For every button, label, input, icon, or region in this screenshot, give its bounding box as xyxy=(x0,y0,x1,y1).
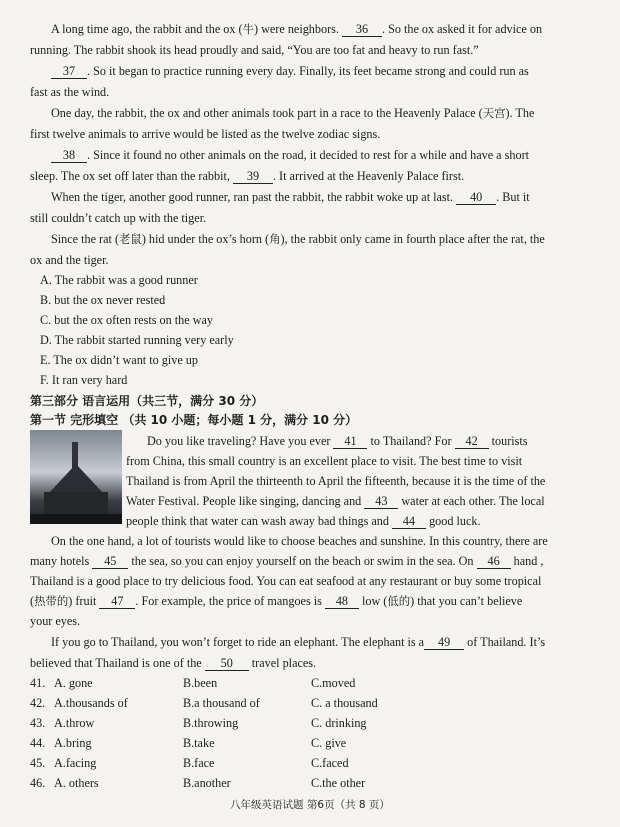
p2-line5: people think that water can wash away bad things and 44 good luck. xyxy=(126,514,481,528)
choice-b[interactable]: B.face xyxy=(183,756,215,770)
choice-a[interactable]: A.thousands of xyxy=(54,696,128,710)
choice-b[interactable]: B.another xyxy=(183,776,231,790)
p1-line11: Since the rat (老鼠) hid under the ox’s horn (角), the rabbit only came in fourth place after the rat, the xyxy=(51,232,545,246)
blank-43[interactable]: 43 xyxy=(364,495,398,509)
choice-b[interactable]: B.throwing xyxy=(183,716,239,730)
p2-line3: Thailand is from April the thirteenth to April the fifteenth, because it is the time of the xyxy=(126,474,546,488)
p1-line1: A long time ago, the rabbit and the ox (牛) were neighbors. 36 . So the ox asked it for advice on xyxy=(51,22,543,36)
blank-37[interactable]: 37 xyxy=(51,65,87,79)
p1-line6: first twelve animals to arrive would be listed as the twelve zodiac signs. xyxy=(30,127,381,141)
option-c[interactable]: C. but the ox often rests on the way xyxy=(40,313,213,327)
question-number: 42. xyxy=(30,696,46,710)
p2-line6: On the one hand, a lot of tourists would like to choose beaches and sunshine. In this country, there are xyxy=(51,534,548,548)
option-b[interactable]: B. but the ox never rested xyxy=(40,293,166,307)
option-e[interactable]: E. The ox didn’t want to give up xyxy=(40,353,198,367)
choice-c[interactable]: C.the other xyxy=(311,776,366,790)
question-number: 46. xyxy=(30,776,46,790)
p1-line3: 37 . So it began to practice running every day. Finally, its feet became strong and could run as xyxy=(51,64,529,79)
p1-line9: When the tiger, another good runner, ran past the rabbit, the rabbit woke up at last. 40 . But it xyxy=(51,190,530,204)
p2-line8: Thailand is a good place to try delicious food. You can eat seafood at any restaurant or buy some tropical xyxy=(30,574,542,588)
blank-47[interactable]: 47 xyxy=(99,595,135,609)
question-number: 45. xyxy=(30,756,46,770)
part3-heading: 第三部分 语言运用（共三节，满分 30 分） xyxy=(30,394,264,408)
choice-c[interactable]: C. drinking xyxy=(311,716,367,730)
p2-line7: many hotels 45 the sea, so you can enjoy yourself on the beach or swim in the sea. On 46 hand , xyxy=(30,554,544,568)
blank-42[interactable]: 42 xyxy=(455,435,489,449)
blank-44[interactable]: 44 xyxy=(392,515,426,529)
page-footer: 八年级英语试题 第6页（共 8 页） xyxy=(230,799,390,811)
blank-36[interactable]: 36 xyxy=(342,23,382,37)
p2-line1: Do you like traveling? Have you ever 41 to Thailand? For 42 tourists xyxy=(147,434,528,448)
blank-39[interactable]: 39 xyxy=(233,170,273,184)
blank-40[interactable]: 40 xyxy=(456,191,496,205)
blank-48[interactable]: 48 xyxy=(325,595,359,609)
p1-line5: One day, the rabbit, the ox and other animals took part in a race to the Heavenly Palace (天宫). The xyxy=(51,106,535,120)
p2-line2: from China, this small country is an excellent place to visit. The best time to visit xyxy=(126,454,523,468)
p2-line9: (热带的) fruit 47 . For example, the price of mangoes is 48 low (低的) that you can’t believe xyxy=(30,594,523,608)
temple-photo xyxy=(30,430,122,524)
blank-50[interactable]: 50 xyxy=(205,657,249,671)
blank-41[interactable]: 41 xyxy=(333,435,367,449)
option-d[interactable]: D. The rabbit started running very early xyxy=(40,333,234,347)
option-a[interactable]: A. The rabbit was a good runner xyxy=(40,273,198,287)
question-number: 43. xyxy=(30,716,46,730)
blank-45[interactable]: 45 xyxy=(92,555,128,569)
p2-line12: believed that Thailand is one of the 50 travel places. xyxy=(30,656,317,670)
choice-b[interactable]: B.take xyxy=(183,736,215,750)
choice-b[interactable]: B.been xyxy=(183,676,218,690)
choice-a[interactable]: A. others xyxy=(54,776,99,790)
blank-49[interactable]: 49 xyxy=(424,636,464,650)
p1-line10: still couldn’t catch up with the tiger. xyxy=(30,211,207,225)
p2-line4: Water Festival. People like singing, dancing and 43 water at each other. The local xyxy=(126,494,545,508)
blank-38[interactable]: 38 xyxy=(51,149,87,163)
blank-46[interactable]: 46 xyxy=(477,555,511,569)
p1-line8: sleep. The ox set off later than the rabbit, 39 . It arrived at the Heavenly Palace first. xyxy=(30,169,465,183)
option-f[interactable]: F. It ran very hard xyxy=(40,373,128,387)
choice-a[interactable]: A. gone xyxy=(54,676,93,690)
choice-a[interactable]: A.bring xyxy=(54,736,92,750)
p1-line4: fast as the wind. xyxy=(30,85,110,99)
choice-c[interactable]: C.faced xyxy=(311,756,349,770)
choice-a[interactable]: A.throw xyxy=(54,716,95,730)
p1-line2: running. The rabbit shook its head proudly and said, “You are too fat and heavy to run fast.” xyxy=(30,43,479,57)
choice-c[interactable]: C.moved xyxy=(311,676,356,690)
p1-line12: ox and the tiger. xyxy=(30,253,109,267)
choice-c[interactable]: C. a thousand xyxy=(311,696,378,710)
choice-c[interactable]: C. give xyxy=(311,736,347,750)
question-number: 44. xyxy=(30,736,46,750)
p2-line11: If you go to Thailand, you won’t forget to ride an elephant. The elephant is a 49 of Thailand. It’s xyxy=(51,635,546,649)
p2-line10: your eyes. xyxy=(30,614,81,628)
section1-heading: 第一节 完形填空 （共 10 小题；每小题 1 分，满分 10 分） xyxy=(30,413,358,427)
choice-b[interactable]: B.a thousand of xyxy=(183,696,260,710)
choice-a[interactable]: A.facing xyxy=(54,756,97,770)
p1-line7: 38 . Since it found no other animals on the road, it decided to rest for a while and have a short xyxy=(51,148,529,163)
question-number: 41. xyxy=(30,676,46,690)
